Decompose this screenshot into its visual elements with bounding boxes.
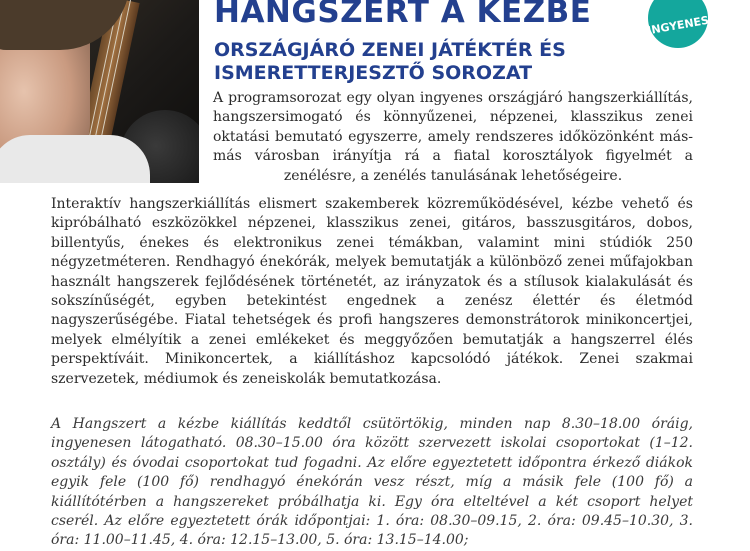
description-paragraph: Interaktív hangszerkiállítás elismert szakemberek közreműködésével, kézbe vehető és kipróbálható eszközökkel népzenei, klasszikus zenei, gitáros, basszusgitáros, dobos, billentyűs, énekes és elektronikus zenei témákban, valamint mini stúdiók 250 négyzetméteren. Rendhagyó énekórák, melyek bemutatják a különböző zenei műfajokban használt hangszerek fejlődésének történetét, az irányzatok és a stílusok kialakulását és sokszínűségét, egyben betekintést engednek a zenész élettér és életmód nagyszerűségébe. Fiatal tehetségek és profi hangszeres demonstrátorok minikoncertjei, melyek elmélyítik a zenei emlékeket és meggyőzően bemutatják a hangszerrel élés perspektíváit. Minikoncertek, a kiállításhoz kapcsolódó játékok. Zenei szakmai szervezetek, médiumok és zeneiskolák bemutatkozása. bbox=[51, 196, 693, 387]
page-title: HANGSZERT A KEZBE bbox=[214, 0, 592, 30]
free-badge bbox=[648, 0, 708, 48]
intro-paragraph: A programsorozat egy olyan ingyenes országjáró hangszerkiállítás, hangszersimogató és könnyűzenei, népzenei, klasszikus zenei oktatási bemutató egyszerre, amely rendszeres időközönként más-más városban irányítja rá a fiatal korosztályok figyelmét a zenélésre, a zenélés tanulásának lehetőségeire. bbox=[213, 90, 693, 184]
guitar-player-photo bbox=[0, 0, 199, 183]
player-shirt-shape bbox=[0, 135, 150, 183]
page-subtitle: ORSZÁGJÁRÓ ZENEI JÁTÉKTÉR ÉS ISMERETTERJESZTŐ SOROZAT bbox=[214, 39, 566, 84]
schedule-paragraph: A Hangszert a kézbe kiállítás keddtől csütörtökig, minden nap 8.30–18.00 óráig, ingyenesen látogatható. 08.30–15.00 óra között szervezett iskolai csoportokat (1–12. osztály) és óvodai csoportokat tud fogadni. Az előre egyeztetett időpontra érkező diákok egyik fele (100 fő) rendhagyó énekórán vesz részt, míg a másik fele (100 fő) a kiállítótérben a hangszereket próbálhatja ki. Egy óra elteltével a két csoport helyet cserél. Az előre egyeztetett órák időpontjai: 1. óra: 08.30–09.15, 2. óra: 09.45–10.30, 3. óra: 11.00–11.45, 4. óra: 12.15–13.00, 5. óra: 13.15–14.00; bbox=[51, 416, 693, 549]
badge-label: INGYENES bbox=[646, 13, 710, 37]
